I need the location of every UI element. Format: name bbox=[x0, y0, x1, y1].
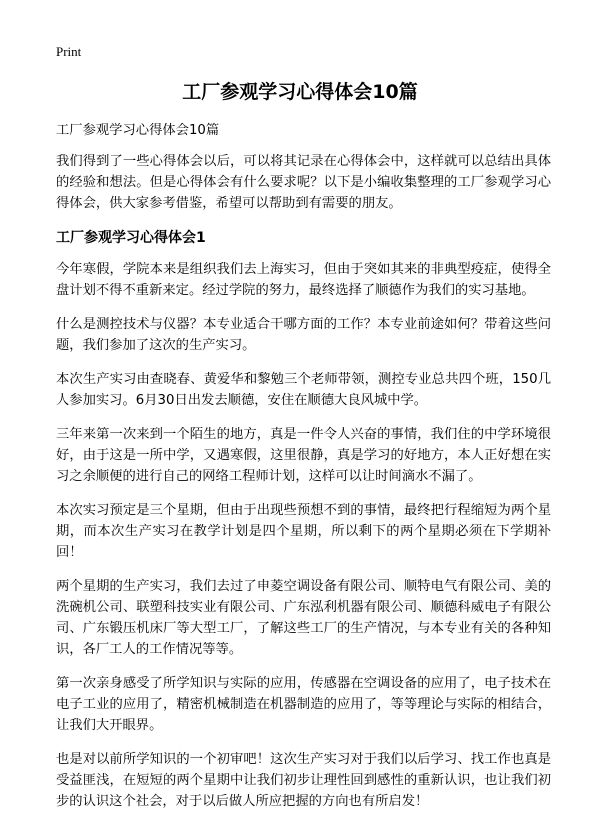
article-body bbox=[56, 120, 551, 825]
article-subtitle: 工厂参观学习心得体会10篇 bbox=[56, 123, 220, 138]
paragraph-1: 今年寒假，学院本来是组织我们去上海实习，但由于突如其来的非典型疫症，使得全盘计划不得不重新来定。经过学院的努力，最终选择了顺德作为我们的实习基地。 bbox=[56, 262, 551, 298]
section-heading: 工厂参观学习心得体会1 bbox=[56, 230, 206, 246]
paragraph-4: 三年来第一次来到一个陌生的地方，真是一件令人兴奋的事情，我们住的中学环境很好，由于这是一所中学，又遇寒假，这里很静，真是学习的好地方，本人正好想在实习之余顺便的进行自己的网络工程师计划，这样可以让时间滴水不漏了。 bbox=[56, 427, 551, 484]
paragraph-8: 也是对以前所学知识的一个初审吧！这次生产实习对于我们以后学习、找工作也真是受益匪浅，在短短的两个星期中让我们初步让理性回到感性的重新认识，也让我们初步的认识这个社会，对于以后做人所应把握的方向也有所启发！ bbox=[56, 752, 551, 809]
paragraph-3: 本次生产实习由查晓春、黄爱华和黎勉三个老师带领，测控专业总共四个班，150几人参加实习。6月30日出发去顺德，安住在顺德大良风城中学。 bbox=[56, 372, 551, 408]
print-link[interactable]: Print bbox=[56, 44, 82, 59]
intro-paragraph: 我们得到了一些心得体会以后，可以将其记录在心得体会中，这样就可以总结出具体的经验和想法。但是心得体会有什么要求呢？以下是小编收集整理的工厂参观学习心得体会，供大家参考借鉴，希望可以帮助到有需要的朋友。 bbox=[56, 154, 551, 211]
paragraph-7: 第一次亲身感受了所学知识与实际的应用，传感器在空调设备的应用了，电子技术在电子工业的应用了，精密机械制造在机器制造的应用了，等等理论与实际的相结合，让我们大开眼界。 bbox=[56, 676, 551, 733]
paragraph-5: 本次实习预定是三个星期，但由于出现些预想不到的事情，最终把行程缩短为两个星期，而本次生产实习在教学计划是四个星期，所以剩下的两个星期必须在下学期补回！ bbox=[56, 503, 551, 560]
page-title: 工厂参观学习心得体会10篇 bbox=[182, 81, 418, 103]
paragraph-2: 什么是测控技术与仪器？本专业适合干哪方面的工作？本专业前途如何？带着这些问题，我们参加了这次的生产实习。 bbox=[56, 317, 551, 353]
paragraph-6: 两个星期的生产实习，我们去过了申菱空调设备有限公司、顺特电气有限公司、美的洗碗机公司、联塑科技实业有限公司、广东泓利机器有限公司、顺德科威电子有限公司、广东锻压机床厂等大型工厂，了解这些工厂的生产情况，与本专业有关的各种知识，各厂工人的工作情况等等。 bbox=[56, 579, 551, 657]
